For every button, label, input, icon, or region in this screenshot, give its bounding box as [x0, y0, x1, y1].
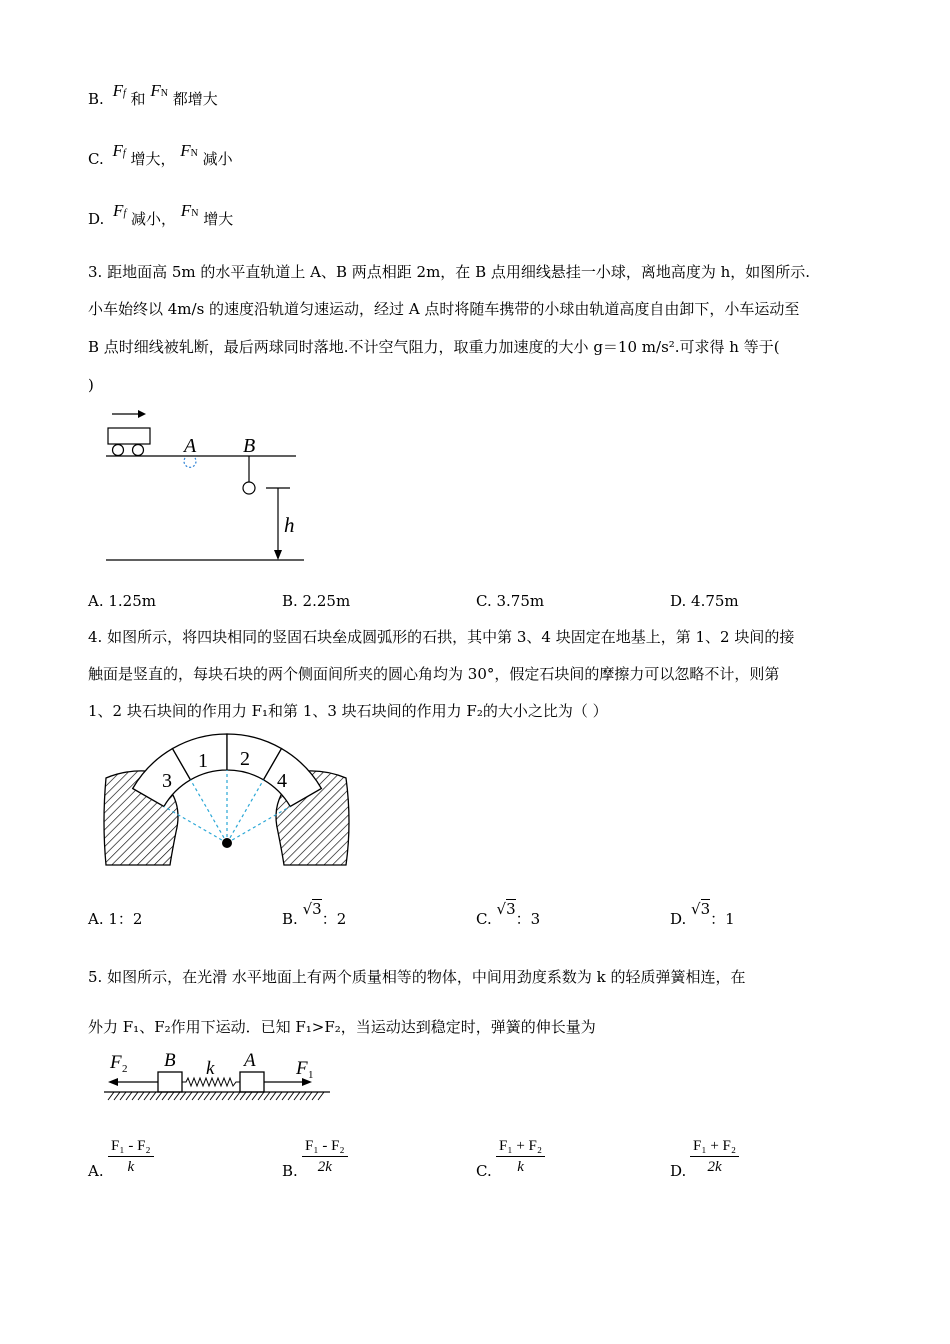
option-text: 减小， [131, 210, 177, 228]
force-symbol: F [112, 81, 123, 100]
sqrt-expression: √3 [496, 900, 516, 918]
q4-option-c[interactable] [476, 900, 541, 929]
option-label: C. [476, 910, 492, 928]
subscript: N [191, 208, 199, 219]
numerator: F₁ + F₂ [496, 1136, 545, 1157]
block-b [158, 1072, 182, 1092]
force-f1-label: F [296, 1058, 308, 1079]
option-label: B. [282, 910, 298, 928]
option-tail: ：3 [515, 910, 541, 928]
q5-option-b-fraction[interactable] [302, 1136, 348, 1177]
point-b-label: B [243, 435, 256, 457]
q5-text-line-2: 外力 F₁、F₂作用下运动．已知 F₁>F₂，当运动达到稳定时，弹簧的伸长量为 [88, 1018, 596, 1036]
force-symbol: F [113, 201, 124, 220]
q5-spring-figure [100, 1048, 336, 1106]
force-symbol: F [112, 141, 123, 160]
q2-option-b[interactable] [88, 81, 218, 109]
denominator: 2k [707, 1159, 722, 1175]
option-text: 都增大 [172, 90, 218, 108]
denominator: k [517, 1159, 524, 1175]
force-symbol: F [180, 201, 192, 220]
subscript: f [122, 88, 126, 99]
subscript: N [160, 88, 168, 99]
option-tail: ：1 [710, 910, 735, 928]
spring-constant-label: k [206, 1058, 215, 1079]
q4-stone-arch-figure [100, 732, 355, 872]
q5-option-d-fraction[interactable] [690, 1136, 739, 1177]
q4-text-line-3: 1、2 块石块间的作用力 F₁和第 1、3 块石块间的作用力 F₂的大小之比为（ ） [88, 702, 608, 720]
subscript: f [123, 208, 127, 219]
q4-text-line-2: 触面是竖直的，每块石块的两个侧面间所夹的圆心角均为 30°，假定石块间的摩擦力可以忽略不计，则第 [88, 665, 780, 683]
stone-4-label: 4 [277, 770, 287, 792]
force-symbol: F [150, 81, 161, 100]
point-a-label: A [184, 435, 197, 457]
block-a [240, 1072, 264, 1092]
option-text: 增大， [130, 150, 176, 168]
radicand: 3 [700, 900, 711, 918]
q3-text-line-4: ) [88, 376, 94, 394]
q5-option-c-label[interactable]: C. [476, 1162, 492, 1180]
q5-option-b-label[interactable]: B. [282, 1162, 298, 1180]
q2-option-c[interactable] [88, 141, 233, 169]
denominator: 2k [317, 1159, 332, 1175]
q3-figure [100, 400, 310, 570]
q3-text-line-1: 3. 距地面高 5m 的水平直轨道上 A、B 两点相距 2m，在 B 点用细线悬挂一小球，离地高度为 h，如图所示. [88, 263, 811, 281]
force-f2-subscript: 2 [122, 1063, 128, 1075]
sqrt-expression: √3 [691, 900, 711, 918]
option-label: B. [88, 90, 104, 108]
force-f2-arrow-head [108, 1078, 118, 1086]
height-label: h [284, 513, 295, 537]
ball-at-a [184, 458, 196, 467]
ground-hatching [108, 1092, 324, 1100]
force-f1-subscript: 1 [308, 1069, 314, 1081]
cart-body [108, 428, 150, 444]
numerator: F₁ + F₂ [690, 1136, 739, 1157]
q5-option-d-label[interactable]: D. [670, 1162, 687, 1180]
spring [182, 1078, 240, 1086]
block-a-label: A [244, 1050, 256, 1071]
q4-text-line-1: 4. 如图所示，将四块相同的竖固石块垒成圆弧形的石拱，其中第 3、4 块固定在地基上，第 1、2 块间的接 [88, 628, 795, 646]
subscript: f [122, 148, 126, 159]
block-b-label: B [164, 1050, 176, 1071]
cart-wheel [133, 445, 144, 456]
q5-option-a-fraction[interactable] [108, 1136, 154, 1177]
stone-3-label: 3 [162, 770, 172, 792]
q4-option-b[interactable] [282, 900, 347, 929]
radicand: 3 [506, 900, 516, 918]
hanging-ball [243, 482, 255, 494]
option-tail: ：2 [321, 910, 347, 928]
q5-text-line-1: 5. 如图所示，在光滑 水平地面上有两个质量相等的物体，中间用劲度系数为 k 的轻质弹簧相连，在 [88, 968, 746, 986]
q3-option-d[interactable]: D. 4.75m [670, 592, 739, 610]
q4-option-a[interactable]: A. 1：2 [88, 910, 143, 928]
velocity-arrow-head [138, 410, 146, 418]
force-f2-label: F [110, 1052, 122, 1073]
cart-wheel [113, 445, 124, 456]
option-text: 增大 [203, 210, 234, 228]
option-text: 和 [130, 90, 146, 108]
radicand: 3 [312, 900, 322, 918]
stone-2-label: 2 [240, 748, 250, 770]
q3-text-line-2: 小车始终以 4m/s 的速度沿轨道匀速运动，经过 A 点时将随车携带的小球由轨道高度自由卸下，小车运动至 [88, 300, 800, 318]
option-label: D. [88, 210, 105, 228]
q5-option-a-label[interactable]: A. [88, 1162, 104, 1180]
q4-option-d[interactable] [670, 900, 735, 929]
denominator: k [127, 1159, 135, 1175]
numerator: F₁ - F₂ [108, 1136, 154, 1157]
q3-option-c[interactable]: C. 3.75m [476, 592, 545, 610]
arch-center-point [222, 838, 232, 848]
q2-option-d[interactable] [88, 201, 234, 229]
stone-1-label: 1 [198, 750, 208, 772]
q3-text-line-3: B 点时细线被轧断，最后两球同时落地.不计空气阻力，取重力加速度的大小 g＝10 m/s².可求得 h 等于( [88, 338, 780, 356]
option-label: C. [88, 150, 104, 168]
q3-option-a[interactable]: A. 1.25m [88, 592, 156, 610]
option-text: 减小 [202, 150, 233, 168]
option-label: D. [670, 910, 687, 928]
height-arrow-head [274, 550, 282, 560]
force-symbol: F [180, 141, 191, 160]
numerator: F₁ - F₂ [302, 1136, 348, 1157]
q5-option-c-fraction[interactable] [496, 1136, 545, 1177]
subscript: N [190, 148, 198, 159]
sqrt-expression: √3 [302, 900, 322, 918]
q3-option-b[interactable]: B. 2.25m [282, 592, 351, 610]
